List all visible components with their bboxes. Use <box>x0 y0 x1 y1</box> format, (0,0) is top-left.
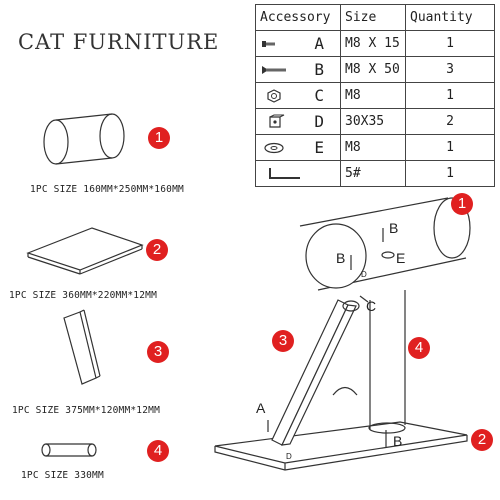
assembly-drawing <box>215 198 470 470</box>
part-number-1: 1 <box>148 127 170 149</box>
part-number-4: 4 <box>147 440 169 462</box>
callout-b-top: B <box>389 220 399 236</box>
part-2-size: 1PC SIZE 360MM*220MM*12MM <box>9 290 157 301</box>
header-quantity: Quantity <box>406 5 495 31</box>
accessory-letter: E <box>314 138 324 157</box>
tube-part-drawing <box>44 114 124 164</box>
callout-d-bottom: D <box>286 452 292 461</box>
quantity-cell: 1 <box>406 135 495 161</box>
assembly-number-3: 3 <box>272 330 294 352</box>
part-4-size: 1PC SIZE 330MM <box>21 470 104 481</box>
part-3-size: 1PC SIZE 375MM*120MM*12MM <box>12 405 160 416</box>
quantity-cell: 1 <box>406 83 495 109</box>
size-cell: 5# <box>341 161 406 187</box>
quantity-cell: 1 <box>406 161 495 187</box>
side-board-drawing <box>64 310 100 384</box>
accessory-letter: D <box>314 112 324 131</box>
assembly-number-4: 4 <box>408 337 430 359</box>
size-cell: M8 <box>341 83 406 109</box>
part-number-3: 3 <box>147 341 169 363</box>
callout-d-top: D <box>361 270 367 279</box>
callout-c: C <box>366 298 377 314</box>
accessory-letter: B <box>314 60 324 79</box>
header-accessory: Accessory <box>256 5 341 31</box>
quantity-cell: 1 <box>406 31 495 57</box>
callout-e: E <box>396 250 406 266</box>
size-cell: 30X35 <box>341 109 406 135</box>
part-number-2: 2 <box>146 239 168 261</box>
size-cell: M8 X 50 <box>341 57 406 83</box>
post-part-drawing <box>42 444 96 456</box>
callout-b-left: B <box>336 250 346 266</box>
callout-a: A <box>256 400 266 416</box>
assembly-number-1: 1 <box>451 193 473 215</box>
size-cell: M8 X 15 <box>341 31 406 57</box>
page-title: CAT FURNITURE <box>18 30 220 54</box>
assembly-number-2: 2 <box>471 429 493 451</box>
part-1-size: 1PC SIZE 160MM*250MM*160MM <box>30 184 184 195</box>
size-cell: M8 <box>341 135 406 161</box>
callout-b-bottom: B <box>393 433 403 449</box>
accessory-letter: C <box>314 86 324 105</box>
header-size: Size <box>341 5 406 31</box>
base-board-drawing <box>28 228 142 274</box>
accessory-letter: A <box>314 34 324 53</box>
quantity-cell: 2 <box>406 109 495 135</box>
quantity-cell: 3 <box>406 57 495 83</box>
